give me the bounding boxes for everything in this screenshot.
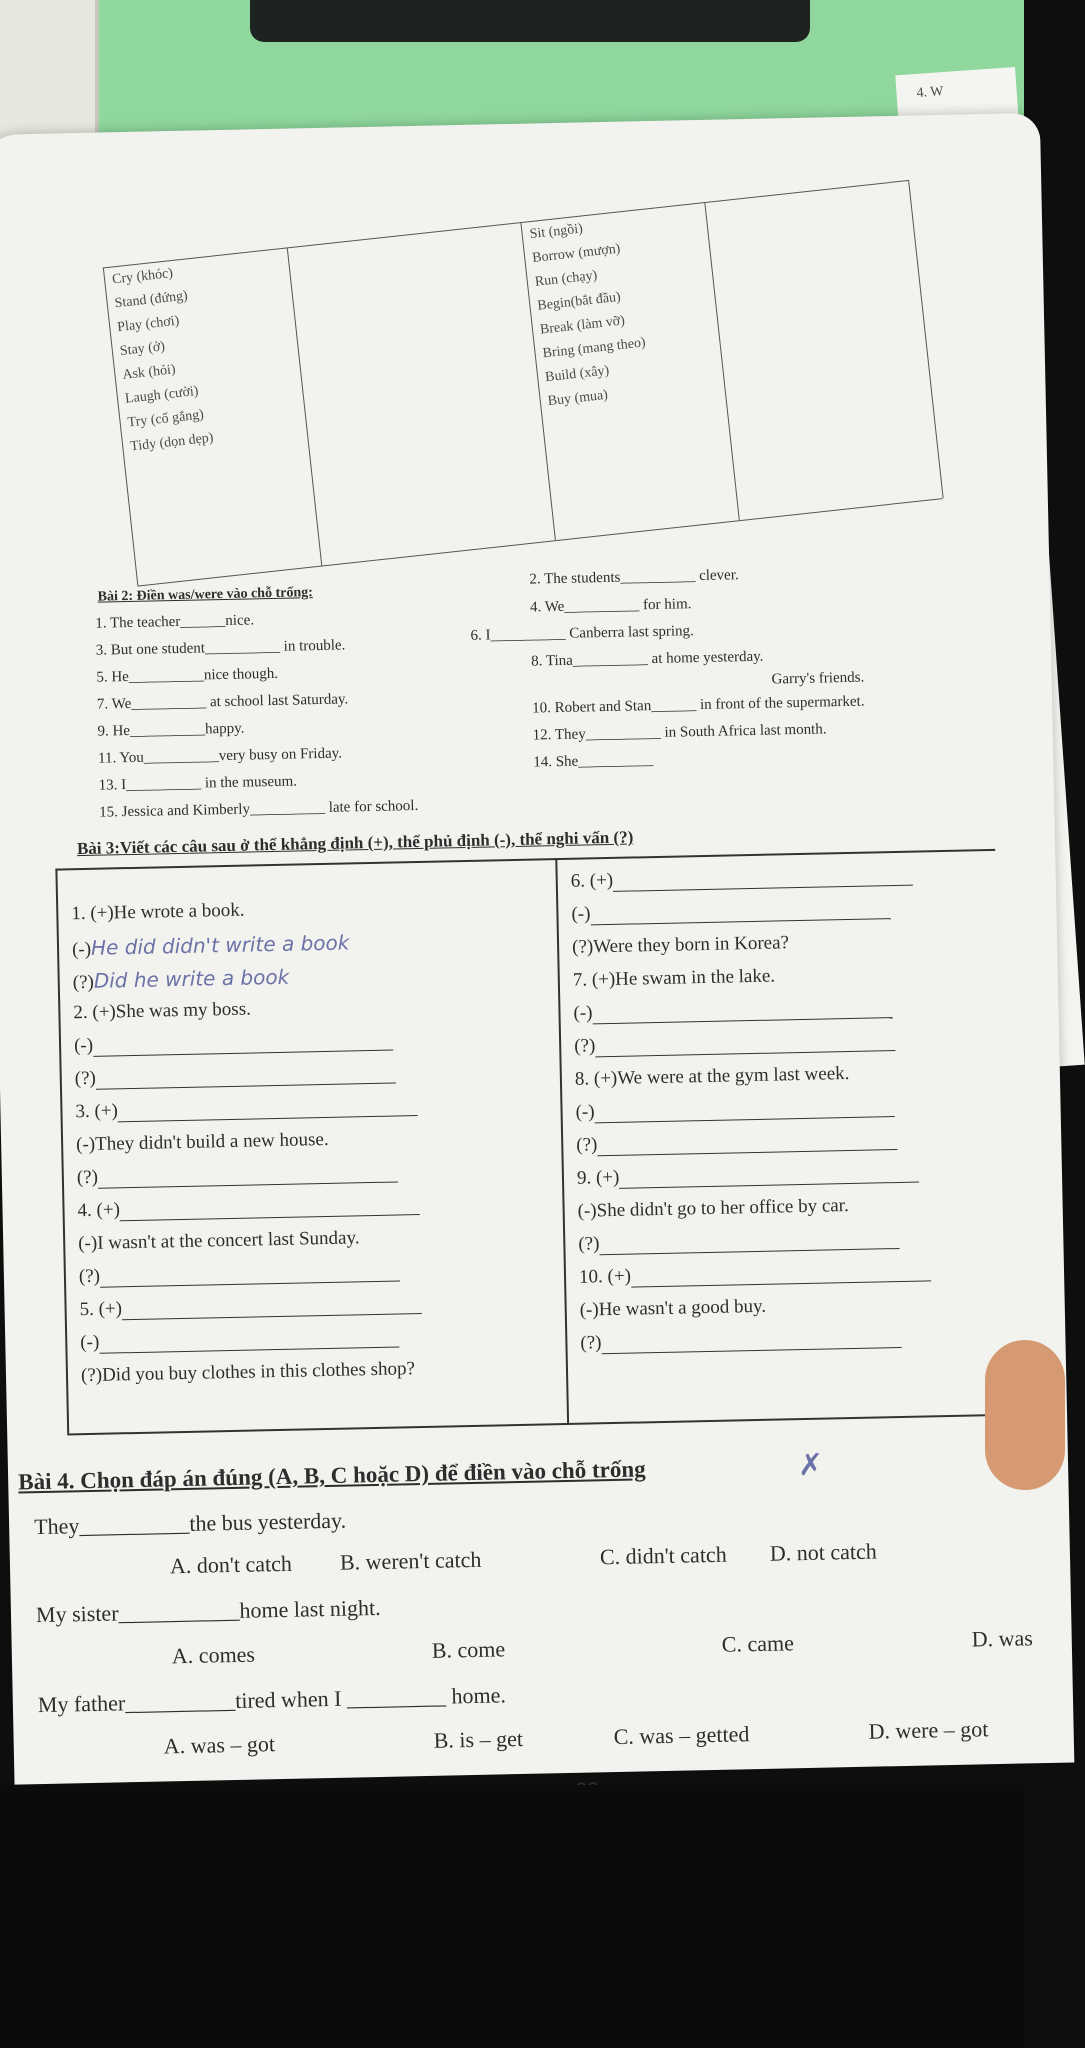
bai4-question: They__________the bus yesterday. xyxy=(33,1507,347,1540)
bai3-left-line: 4. (+) xyxy=(77,1193,420,1222)
bai4-option: A. don't catch xyxy=(169,1550,293,1579)
verb-cell: Play (chơi) xyxy=(116,313,181,336)
bai2-title: Bài 2: Điền was/were vào chỗ trống: xyxy=(97,585,313,605)
bai2-item: 11. You__________very busy on Friday. xyxy=(97,745,343,767)
bai2-item: 12. They__________ in South Africa last month. xyxy=(532,721,827,744)
verb-cell: Try (cố gắng) xyxy=(126,407,205,431)
bai3-right-line: (-) xyxy=(575,1095,894,1124)
bai3-right-line: (-) xyxy=(571,897,890,926)
bai3-left-line: (-)I wasn't at the concert last Sunday. xyxy=(78,1227,360,1255)
verb-cell: Break (làm vỡ) xyxy=(539,313,626,338)
bai4-option: A. comes xyxy=(171,1641,256,1669)
bai4-option: B. weren't catch xyxy=(339,1546,482,1575)
bai2-item: 6. I__________ Canberra last spring. xyxy=(470,623,695,644)
bai3-right-line: (?) xyxy=(578,1227,899,1256)
bai2-item: 15. Jessica and Kimberly__________ late for school. xyxy=(99,797,419,821)
bai3-left-line: (-) xyxy=(80,1325,399,1354)
verb-cell: Begin(bắt đầu) xyxy=(536,289,622,314)
bai4-option: B. come xyxy=(431,1636,506,1663)
margin-note: 4. W xyxy=(916,84,945,101)
verb-cell: Cry (khóc) xyxy=(111,265,174,288)
bai3-right-line: 10. (+) xyxy=(579,1259,931,1288)
bai3-left-line: 2. (+)She was my boss. xyxy=(73,998,252,1024)
bai3-right-line: (-)She didn't go to her office by car. xyxy=(577,1195,849,1222)
dark-object xyxy=(250,0,810,42)
verb-cell: Stand (đứng) xyxy=(113,288,189,312)
bai3-right-line: (?)Were they born in Korea? xyxy=(571,932,790,958)
verb-cell: Tidy (dọn dẹp) xyxy=(129,430,215,455)
bai4-option: D. not catch xyxy=(769,1538,878,1566)
verb-cell: Build (xây) xyxy=(544,363,610,386)
bai4-question: My father__________tired when I _________ home. xyxy=(37,1682,507,1718)
bai3-right-line: 9. (+) xyxy=(577,1161,920,1190)
bai2-item: 4. We__________ for him. xyxy=(529,596,692,616)
bai4-option: C. came xyxy=(721,1630,795,1657)
bai3-right-line: 8. (+)We were at the gym last week. xyxy=(574,1063,850,1090)
bai3-left-line: (-)They didn't build a new house. xyxy=(75,1128,329,1156)
verb-cell: Bring (mang theo) xyxy=(541,335,647,362)
bai2-item: 3. But one student__________ in trouble. xyxy=(95,637,346,659)
bai3-left-line: (?)Did he write a book xyxy=(72,964,290,994)
bai3-right-line: (?) xyxy=(576,1128,897,1157)
bai3-left-line: 3. (+) xyxy=(75,1094,418,1123)
bai4-option: D. was xyxy=(971,1625,1034,1652)
verb-cell: Laugh (cười) xyxy=(124,383,200,407)
verb-cell: Ask (hỏi) xyxy=(121,362,177,383)
bai3-left-line: (-)He did didn't write a book xyxy=(71,930,350,961)
verb-cell: Borrow (mượn) xyxy=(531,241,622,266)
bai3-left-line: (?) xyxy=(75,1061,396,1090)
verb-cell: Buy (mua) xyxy=(547,387,609,410)
bai4-question: My sister___________home last night. xyxy=(35,1594,381,1628)
bai4-option: A. was – got xyxy=(163,1731,276,1759)
bai2-item: 5. He__________nice though. xyxy=(96,665,279,686)
bai3-right-line: 7. (+)He swam in the lake. xyxy=(572,965,776,991)
table-shadow-band xyxy=(0,1785,1024,2048)
bai4-option: C. didn't catch xyxy=(599,1541,727,1570)
bai2-item: 7. We__________ at school last Saturday. xyxy=(96,691,349,713)
bai3-left-line: (?) xyxy=(79,1259,400,1288)
bai2-item: 2. The students__________ clever. xyxy=(529,567,739,588)
worksheet-page xyxy=(0,113,1074,1785)
bai4-title: Bài 4. Chọn đáp án đúng (A, B, C hoặc D) để điền vào chỗ trống xyxy=(17,1456,646,1495)
verb-table xyxy=(103,179,953,586)
verb-cell: Stay (ở) xyxy=(119,339,166,360)
bai3-right-line: (-) xyxy=(573,996,892,1025)
bai3-right-line: (?) xyxy=(580,1326,901,1355)
bai2-item: 14. She__________ xyxy=(533,752,654,771)
bai3-left-line: (-) xyxy=(74,1029,393,1058)
bai3-right-line: (-)He wasn't a good buy. xyxy=(579,1295,767,1321)
bai2-item: 1. The teacher______nice. xyxy=(95,612,255,632)
bai4-option: C. was – getted xyxy=(613,1721,750,1750)
bai4-option: D. were – got xyxy=(868,1716,989,1744)
bai3-left-line: (?) xyxy=(77,1160,398,1189)
bai2-item: Garry's friends. xyxy=(771,669,865,688)
check-mark-icon: ✗ xyxy=(797,1447,824,1484)
bai2-item: 8. Tina__________ at home yesterday. xyxy=(530,648,764,670)
bai3-title: Bài 3:Viết các câu sau ở thể khẳng định (+), thể phủ định (-), thể nghi vấn (?) xyxy=(76,827,634,859)
bai3-left-line: 1. (+)He wrote a book. xyxy=(71,899,245,925)
bai2-item: 9. He__________happy. xyxy=(97,720,245,740)
finger xyxy=(985,1340,1065,1490)
verb-cell: Sit (ngồi) xyxy=(528,221,584,243)
verb-cell: Run (chạy) xyxy=(534,268,598,290)
bai3-left-line: 5. (+) xyxy=(79,1292,422,1321)
bai2-item: 10. Robert and Stan______ in front of the supermarket. xyxy=(531,693,865,717)
bai4-option: B. is – get xyxy=(433,1725,524,1753)
bai3-left-line: (?)Did you buy clothes in this clothes shop? xyxy=(80,1358,416,1387)
bai3-right-line: (?) xyxy=(574,1029,895,1058)
bai2-item: 13. I__________ in the museum. xyxy=(98,773,298,794)
bai3-right-line: 6. (+) xyxy=(571,864,914,893)
